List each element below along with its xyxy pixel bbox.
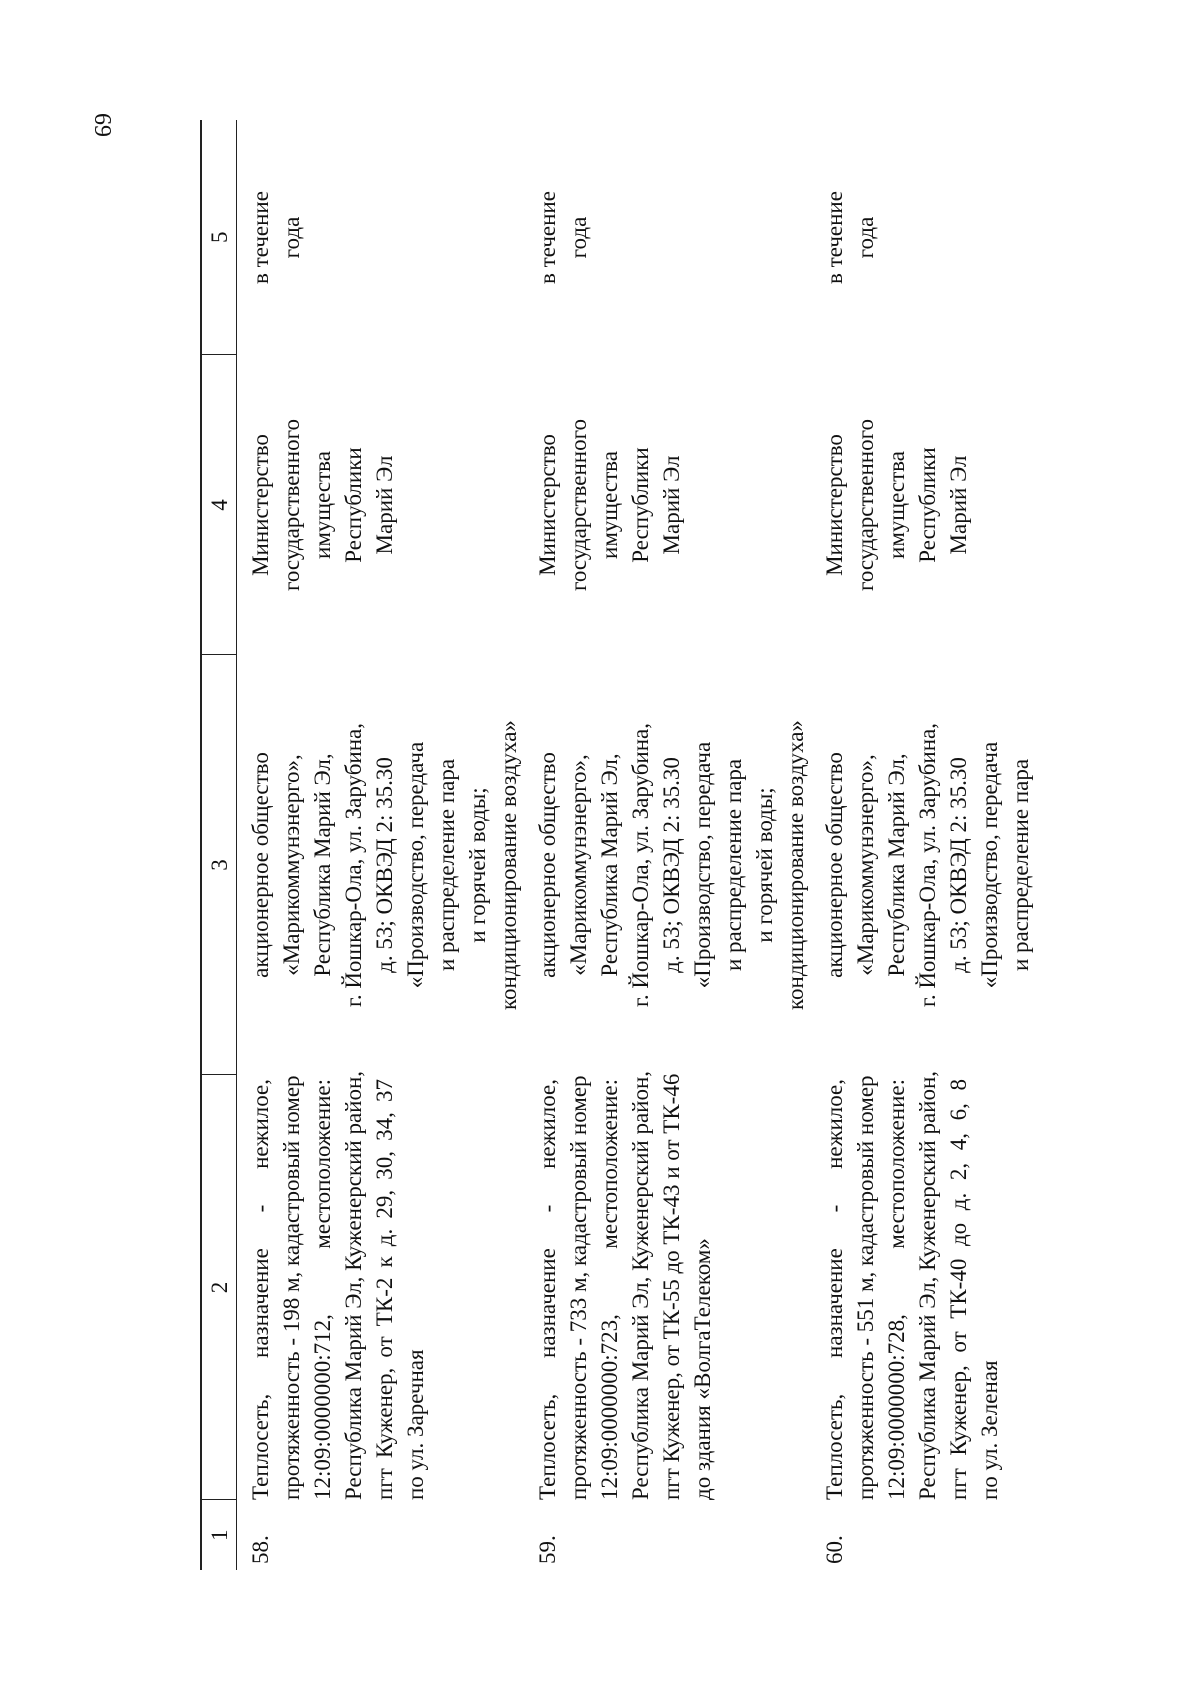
- term: [524, 120, 811, 355]
- object-description: [811, 1070, 1036, 1500]
- text-line: Теплосеть, назначение - нежилое,: [535, 1079, 560, 1500]
- text-line: в течение: [248, 191, 273, 284]
- text-line: Республики: [915, 447, 940, 563]
- text-line: года: [566, 216, 591, 259]
- text-line: Республика Марий Эл,: [597, 753, 622, 977]
- header-col-4: 4: [201, 355, 237, 655]
- text-line: года: [279, 216, 304, 259]
- text-line: «Марикоммунэнерго»,: [279, 754, 304, 976]
- text-line: Министерство: [535, 434, 560, 576]
- page-number: 69: [89, 113, 115, 137]
- responsible-authority: [811, 355, 1036, 655]
- text-line: в течение: [822, 191, 847, 284]
- row-number: 58.: [248, 1535, 273, 1564]
- text-line: Марий Эл: [659, 455, 684, 555]
- header-row: [201, 120, 237, 1570]
- text-line: Республика Марий Эл, Куженерский район,: [915, 1070, 940, 1500]
- text-line: пгт Куженер, от ТК-2 к д. 29, 30, 34, 37: [372, 1079, 397, 1500]
- text-line: Министерство: [248, 434, 273, 576]
- text-line: «Марикоммунэнерго»,: [853, 754, 878, 976]
- text-line: Теплосеть, назначение - нежилое,: [248, 1079, 273, 1500]
- text-line: акционерное общество: [535, 752, 560, 978]
- header-col-5: 5: [201, 120, 237, 355]
- text-line: г. Йошкар-Ола, ул. Зарубина,: [628, 722, 653, 1008]
- table-row: [811, 120, 1036, 1570]
- text-line: «Производство, передача: [977, 741, 1002, 989]
- text-line: государственного: [566, 419, 591, 591]
- header-col-3: 3: [201, 655, 237, 1075]
- text-line: акционерное общество: [248, 752, 273, 978]
- header-col-1: 1: [201, 1500, 237, 1570]
- text-line: протяженность - 551 м, кадастровый номер: [853, 1075, 878, 1500]
- text-line: д. 53; ОКВЭД 2: 35.30: [372, 757, 397, 973]
- text-line: кондиционирование воздуха»: [496, 720, 521, 1010]
- text-line: имущества: [310, 451, 335, 559]
- text-line: акционерное общество: [822, 752, 847, 978]
- object-description: [237, 1070, 525, 1500]
- owner-organization: [811, 655, 1036, 1075]
- text-line: «Производство, передача: [403, 741, 428, 989]
- text-line: г. Йошкар-Ола, ул. Зарубина,: [341, 722, 366, 1008]
- text-line: в течение: [535, 191, 560, 284]
- row-number: 59.: [535, 1535, 560, 1564]
- text-line: государственного: [279, 419, 304, 591]
- text-line: Республика Марий Эл, Куженерский район,: [341, 1070, 366, 1500]
- text-line: и распределение пара: [434, 758, 459, 972]
- table-body: [237, 120, 1037, 1570]
- text-line: и распределение пара: [721, 758, 746, 972]
- text-line: 12:09:0000000:712, местоположение:: [310, 1079, 335, 1500]
- responsible-authority: [237, 355, 525, 655]
- text-line: г. Йошкар-Ола, ул. Зарубина,: [915, 722, 940, 1008]
- table-row: [524, 120, 811, 1570]
- text-line: Марий Эл: [372, 455, 397, 555]
- owner-organization: [524, 655, 811, 1075]
- text-line: д. 53; ОКВЭД 2: 35.30: [946, 757, 971, 973]
- text-line: кондиционирование воздуха»: [783, 720, 808, 1010]
- term: [237, 120, 525, 355]
- text-line: до здания «ВолгаТелеком»: [690, 1238, 715, 1500]
- text-line: Теплосеть, назначение - нежилое,: [822, 1079, 847, 1500]
- text-line: Республики: [341, 447, 366, 563]
- text-line: Республика Марий Эл, Куженерский район,: [628, 1070, 653, 1500]
- text-line: Министерство: [822, 434, 847, 576]
- text-line: «Производство, передача: [690, 741, 715, 989]
- text-line: государственного: [853, 419, 878, 591]
- object-description: [524, 1070, 811, 1500]
- text-line: д. 53; ОКВЭД 2: 35.30: [659, 757, 684, 973]
- text-line: 12:09:0000000:728, местоположение:: [884, 1079, 909, 1500]
- text-line: и горячей воды;: [752, 787, 777, 943]
- term: [811, 120, 1036, 355]
- text-line: имущества: [884, 451, 909, 559]
- text-line: по ул. Зеленая: [977, 1360, 1002, 1500]
- text-line: пгт Куженер, от ТК-55 до ТК-43 и от ТК-46: [659, 1073, 684, 1500]
- property-table: [200, 120, 1036, 1570]
- text-line: 12:09:0000000:723, местоположение:: [597, 1079, 622, 1500]
- text-line: протяженность - 733 м, кадастровый номер: [566, 1075, 591, 1500]
- text-line: протяженность - 198 м, кадастровый номер: [279, 1075, 304, 1500]
- row-number: 60.: [822, 1535, 847, 1564]
- responsible-authority: [524, 355, 811, 655]
- text-line: по ул. Заречная: [403, 1349, 428, 1500]
- rotated-table-stage: [200, 120, 1033, 1570]
- text-line: «Марикоммунэнерго»,: [566, 754, 591, 976]
- header-col-2: 2: [201, 1075, 237, 1500]
- text-line: Республика Марий Эл,: [884, 753, 909, 977]
- table-row: [237, 120, 525, 1570]
- text-line: и распределение пара: [1008, 758, 1033, 972]
- text-line: года: [853, 216, 878, 259]
- text-line: и горячей воды;: [465, 787, 490, 943]
- text-line: Республики: [628, 447, 653, 563]
- text-line: пгт Куженер, от ТК-40 до д. 2, 4, 6, 8: [946, 1079, 971, 1500]
- text-line: имущества: [597, 451, 622, 559]
- text-line: Республика Марий Эл,: [310, 753, 335, 977]
- text-line: Марий Эл: [946, 455, 971, 555]
- owner-organization: [237, 655, 525, 1075]
